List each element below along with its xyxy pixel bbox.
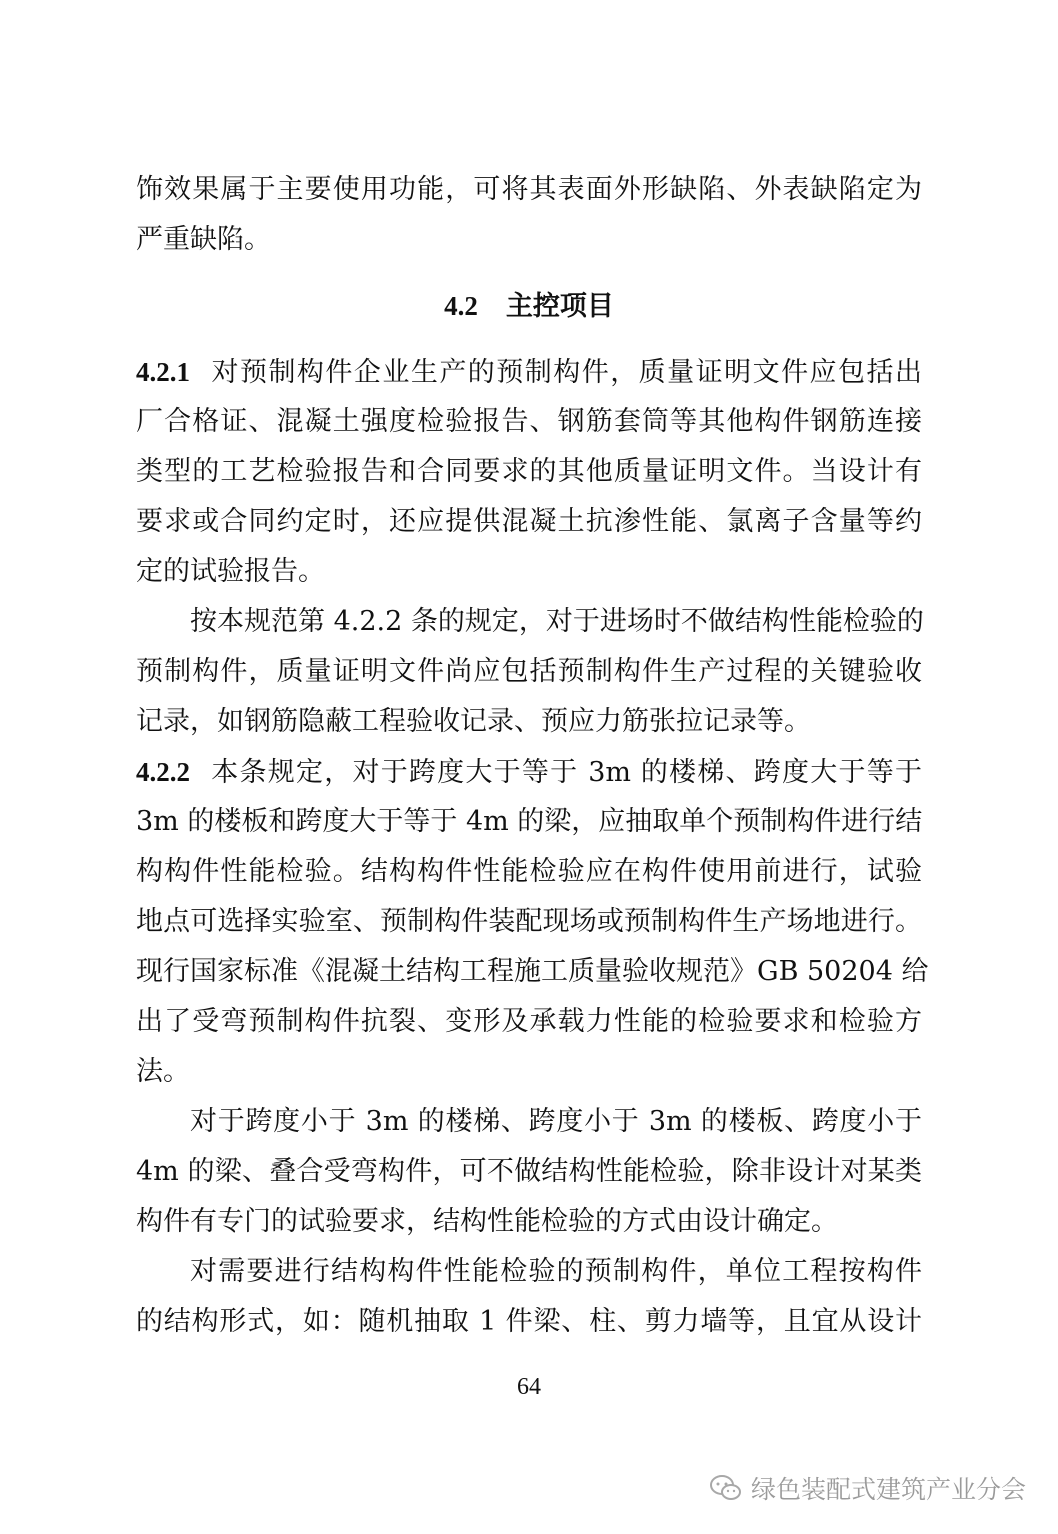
text-line: 记录，如钢筋隐蔽工程验收记录、预应力筋张拉记录等。 bbox=[136, 706, 811, 737]
clause-number: 4.2.2 bbox=[136, 757, 190, 787]
text-line: 厂合格证、混凝土强度检验报告、钢筋套筒等其他构件钢筋连接 bbox=[136, 406, 922, 437]
text-line: 定的试验报告。 bbox=[136, 556, 325, 587]
text-line: 4m 的梁、叠合受弯构件，可不做结构性能检验，除非设计对某类 bbox=[136, 1156, 922, 1187]
text-line: 出了受弯预制构件抗裂、变形及承载力性能的检验要求和检验方 bbox=[136, 1006, 922, 1037]
clause-text: 本条规定，对于跨度大于等于 3m 的楼梯、跨度大于等于 bbox=[210, 757, 922, 788]
text-line: 预制构件，质量证明文件尚应包括预制构件生产过程的关键验收 bbox=[136, 656, 922, 687]
text-line: 要求或合同约定时，还应提供混凝土抗渗性能、氯离子含量等约 bbox=[136, 506, 922, 537]
clause-text: 对预制构件企业生产的预制构件，质量证明文件应包括出 bbox=[210, 357, 922, 388]
text-line bbox=[136, 352, 922, 392]
text-line: 3m 的楼板和跨度大于等于 4m 的梁，应抽取单个预制构件进行结 bbox=[136, 806, 923, 837]
clause-number: 4.2.1 bbox=[136, 357, 190, 387]
section-title-text: 主控项目 bbox=[505, 291, 614, 322]
text-line: 类型的工艺检验报告和合同要求的其他质量证明文件。当设计有 bbox=[136, 456, 922, 487]
page-number: 64 bbox=[517, 1374, 541, 1400]
text-line: 法。 bbox=[136, 1056, 190, 1087]
text-line: 饰效果属于主要使用功能，可将其表面外形缺陷、外表缺陷定为 bbox=[136, 174, 922, 205]
watermark bbox=[709, 1468, 1026, 1508]
text-line: 现行国家标准《混凝土结构工程施工质量验收规范》GB 50204 给 bbox=[136, 956, 929, 987]
text-line: 的结构形式，如：随机抽取 1 件梁、柱、剪力墙等，且宜从设计 bbox=[136, 1306, 922, 1337]
text-line: 严重缺陷。 bbox=[136, 224, 271, 255]
text-line: 对于跨度小于 3m 的楼梯、跨度小于 3m 的楼板、跨度小于 bbox=[190, 1106, 922, 1137]
text-line: 按本规范第 4.2.2 条的规定，对于进场时不做结构性能检验的 bbox=[190, 606, 924, 637]
section-heading bbox=[0, 284, 1058, 328]
text-line: 构件有专门的试验要求，结构性能检验的方式由设计确定。 bbox=[136, 1206, 838, 1237]
text-line: 对需要进行结构构件性能检验的预制构件，单位工程按构件 bbox=[190, 1256, 922, 1287]
text-line: 地点可选择实验室、预制构件装配现场或预制构件生产场地进行。 bbox=[136, 906, 922, 937]
text-line: 构构件性能检验。结构构件性能检验应在构件使用前进行，试验 bbox=[136, 856, 922, 887]
wechat-icon bbox=[709, 1473, 743, 1503]
text-line bbox=[136, 752, 922, 792]
section-number: 4.2 bbox=[444, 291, 478, 321]
watermark-text: 绿色装配式建筑产业分会 bbox=[750, 1475, 1026, 1504]
